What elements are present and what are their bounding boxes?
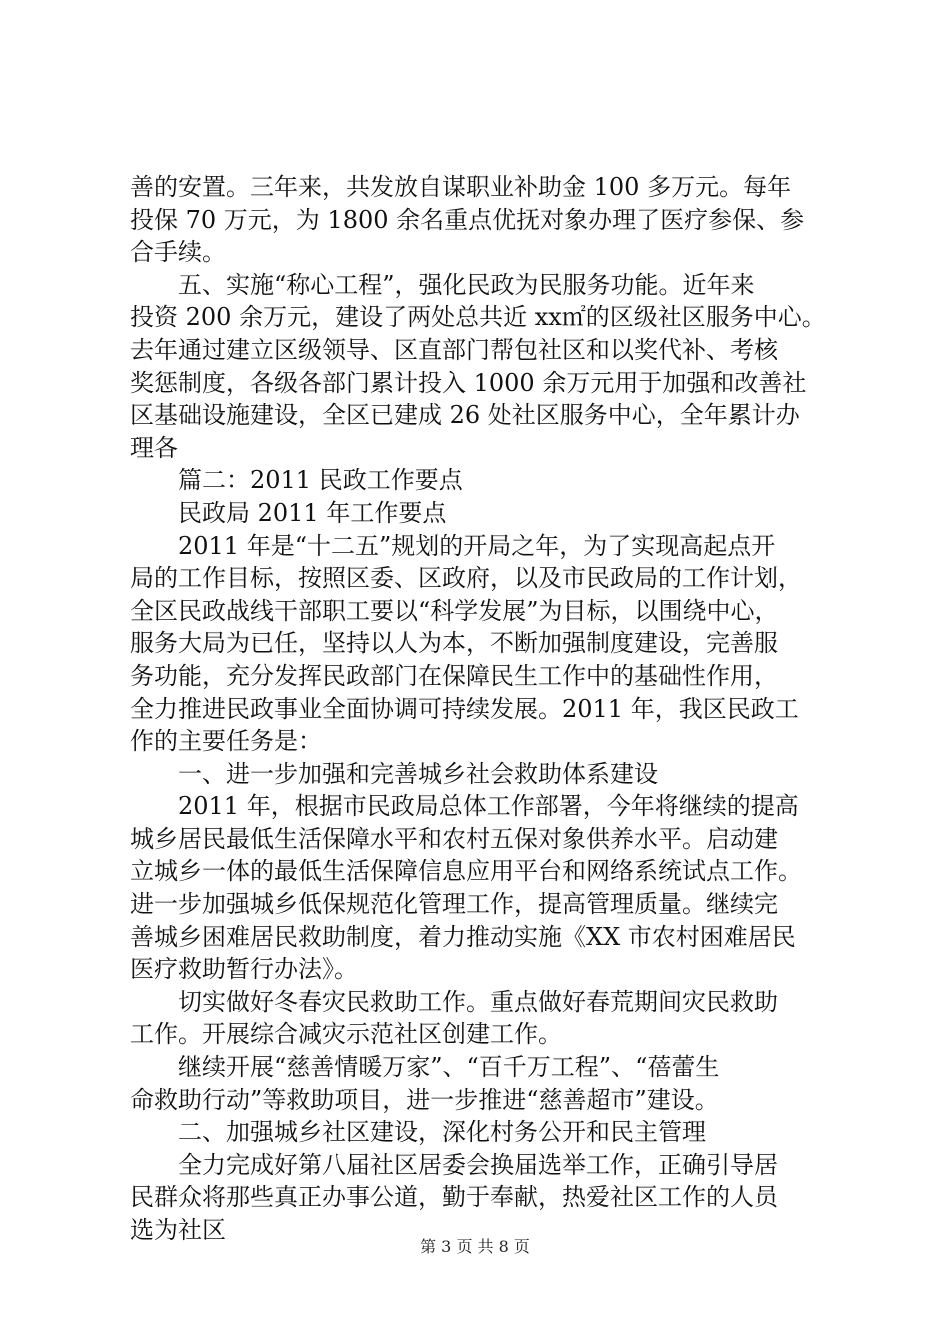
text-line: 全力推进民政事业全面协调可持续发展。2011 年，我区民政工	[130, 694, 799, 723]
text-line: 全区民政战线干部职工要以“科学发展”为目标，以围绕中心，	[130, 596, 779, 625]
text-line: 务功能，充分发挥民政部门在保障民生工作中的基础性作用，	[130, 661, 778, 690]
text-line: 五、实施“称心工程”，强化民政为民服务功能。近年来	[130, 270, 755, 299]
text-line: 局的工作目标，按照区委、区政府，以及市民政局的工作计划，	[130, 564, 802, 593]
text-line: 2011 年是“十二五”规划的开局之年，为了实现高起点开	[130, 531, 776, 560]
text-line: 去年通过建立区级领导、区直部门帮包社区和以奖代补、考核	[130, 335, 778, 364]
text-line: 工作。开展综合减灾示范社区创建工作。	[130, 1020, 562, 1049]
text-line: 服务大局为已任，坚持以人为本，不断加强制度建设，完善服	[130, 629, 778, 658]
text-line: 区基础设施建设，全区已建成 26 处社区服务中心，全年累计办	[130, 401, 800, 430]
text-line: 善的安置。三年来，共发放自谋职业补助金 100 多万元。每年	[130, 173, 792, 201]
text-line: 民群众将那些真正办事公道，勤于奉献，热爱社区工作的人员	[130, 1183, 778, 1212]
text-line: 选为社区	[130, 1216, 226, 1244]
text-line: 继续开展“慈善情暖万家”、“百千万工程”、“蓓蕾生	[130, 1053, 720, 1082]
section-heading: 二、加强城乡社区建设，深化村务公开和民主管理	[130, 1118, 706, 1147]
text-line: 作的主要任务是：	[130, 727, 322, 756]
text-line: 投保 70 万元，为 1800 余名重点优抚对象办理了医疗参保、参	[130, 205, 805, 234]
page-number: 第 3 页 共 8 页	[420, 1237, 530, 1256]
page-footer	[0, 1237, 950, 1257]
text-line: 进一步加强城乡低保规范化管理工作，提高管理质量。继续完	[130, 890, 778, 919]
text-line: 切实做好冬春灾民救助工作。重点做好春荒期间灾民救助	[130, 987, 778, 1016]
text-line: 城乡居民最低生活保障水平和农村五保对象供养水平。启动建	[130, 824, 778, 853]
text-line: 命救助行动”等救助项目，进一步推进“慈善超市”建设。	[130, 1085, 719, 1114]
section-heading: 民政局 2011 年工作要点	[130, 498, 447, 527]
section-heading: 篇二：2011 民政工作要点	[130, 466, 463, 495]
section-heading: 一、进一步加强和完善城乡社会救助体系建设	[130, 759, 658, 788]
text-line: 2011 年，根据市民政局总体工作部署，今年将继续的提高	[130, 792, 799, 821]
text-line: 医疗救助暂行办法》。	[130, 955, 358, 984]
text-line: 理各	[130, 433, 178, 462]
text-line: 合手续。	[130, 238, 226, 267]
text-line: 奖惩制度，各级各部门累计投入 1000 余万元用于加强和改善社	[130, 368, 807, 397]
text-line: 立城乡一体的最低生活保障信息应用平台和网络系统试点工作。	[130, 857, 802, 886]
text-line: 投资 200 余万元，建设了两处总共近 xx㎡的区级社区服务中心。	[130, 303, 826, 332]
text-line: 全力完成好第八届社区居委会换届选举工作，正确引导居	[130, 1150, 778, 1179]
document-body	[130, 171, 850, 1247]
text-line: 善城乡困难居民救助制度，着力推动实施《XX 市农村困难居民	[130, 922, 796, 951]
